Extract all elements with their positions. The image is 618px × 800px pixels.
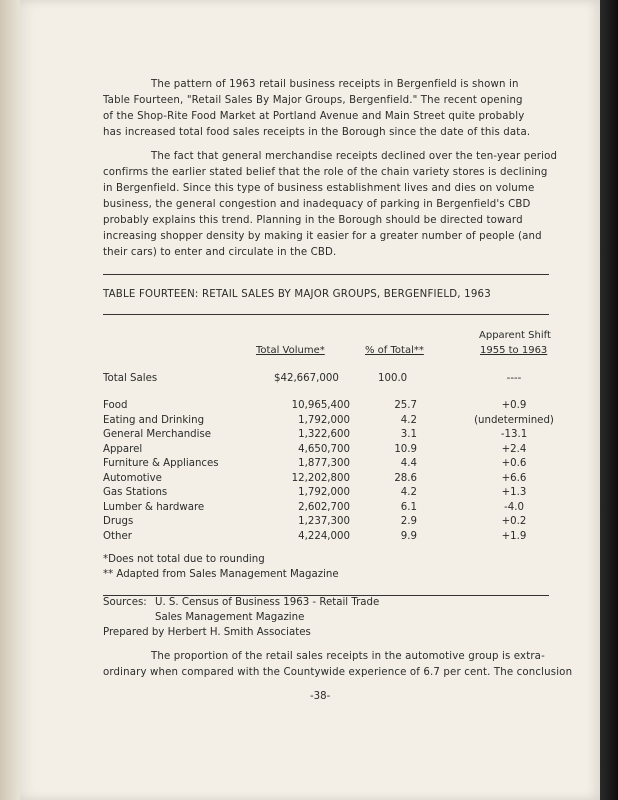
- paragraph-line: ordinary when compared with the Countywide experience of 6.7 per cent. The conclusion: [103, 667, 573, 678]
- paragraph-line: of the Shop-Rite Food Market at Portland Avenue and Main Street quite probably: [103, 111, 525, 122]
- shift-cell: +0.9: [501, 400, 527, 411]
- source-line-1: U. S. Census of Business 1963 - Retail Trade: [155, 597, 380, 608]
- total-volume-cell: [274, 372, 339, 387]
- category-label: Drugs: [103, 516, 134, 527]
- volume-column: [270, 399, 350, 544]
- volume-cell: 4,650,700: [298, 443, 350, 455]
- volume-cell: 1,792,000: [298, 487, 350, 498]
- percent-cell: 6.1: [400, 501, 417, 513]
- paragraph-line: The pattern of 1963 retail business receipts in Bergenfield is shown in: [151, 79, 519, 90]
- prepared-by: Prepared by Herbert H. Smith Associates: [103, 627, 311, 638]
- caption-bottom-rule: [103, 314, 549, 315]
- category-label: Food: [103, 400, 128, 411]
- volume-cell: 2,602,700: [298, 501, 350, 513]
- category-label: Furniture & Appliances: [103, 458, 219, 469]
- total-percent-cell: [378, 372, 407, 387]
- header-percent-total: % of Total**: [365, 345, 424, 356]
- paragraph-line: their cars) to enter and circulate in the CBD.: [103, 247, 337, 258]
- sources-label: Sources:: [103, 597, 147, 608]
- paragraph-line: business, the general congestion and inadequacy of parking in Bergenfield's CBD: [103, 199, 531, 210]
- category-label: Lumber & hardware: [103, 501, 205, 513]
- percent-cell: 3.1: [400, 429, 417, 440]
- paragraph-line: The fact that general merchandise receipts declined over the ten-year period: [151, 151, 558, 162]
- footnote-rounding: *Does not total due to rounding: [103, 554, 265, 565]
- percent-cell: 4.2: [400, 487, 417, 498]
- percent-cell: 4.2: [400, 414, 417, 426]
- intro-paragraph-1: [103, 77, 530, 141]
- intro-paragraph-2: [103, 149, 557, 261]
- category-label: Eating and Drinking: [103, 414, 205, 426]
- volume-cell: 1,792,000: [298, 414, 350, 426]
- shift-cell: +0.2: [501, 516, 527, 527]
- total-row: [103, 372, 157, 387]
- percent-cell: 2.9: [400, 516, 417, 527]
- category-label: Automotive: [103, 472, 162, 484]
- category-label-column: [103, 399, 219, 544]
- volume-cell: 1,237,300: [298, 516, 350, 527]
- volume-cell: 1,877,300: [298, 458, 350, 469]
- shift-column: [466, 399, 562, 544]
- closing-paragraph: [103, 649, 572, 681]
- total-label: Total Sales: [103, 373, 158, 384]
- category-label: General Merchandise: [103, 429, 212, 440]
- page-number: -38-: [310, 691, 331, 702]
- paragraph-line: The proportion of the retail sales receipts in the automotive group is extra-: [151, 651, 545, 662]
- shift-cell: -4.0: [504, 501, 524, 513]
- shift-cell: +6.6: [501, 472, 527, 484]
- footnote-source: ** Adapted from Sales Management Magazine: [103, 569, 339, 580]
- shift-cell: +1.3: [501, 487, 527, 498]
- table-top-rule: [103, 274, 549, 275]
- category-label: Gas Stations: [103, 487, 168, 498]
- paragraph-line: probably explains this trend. Planning in the Borough should be directed toward: [103, 215, 523, 226]
- volume-cell: 4,224,000: [298, 530, 350, 542]
- shift-cell: +2.4: [501, 443, 527, 455]
- page-left-edge: [0, 0, 20, 800]
- sources-top-rule: [103, 595, 549, 596]
- paragraph-line: confirms the earlier stated belief that the role of the chain variety stores is declining: [103, 167, 548, 178]
- percent-cell: 25.7: [394, 400, 417, 411]
- category-label: Apparel: [103, 443, 143, 455]
- paragraph-line: Table Fourteen, "Retail Sales By Major Groups, Bergenfield." The recent opening: [103, 95, 523, 106]
- table-caption: TABLE FOURTEEN: RETAIL SALES BY MAJOR GROUPS, BERGENFIELD, 1963: [103, 289, 491, 300]
- volume-cell: 1,322,600: [298, 429, 350, 440]
- category-label: Other: [103, 530, 132, 542]
- header-total-volume: Total Volume*: [256, 345, 325, 356]
- shift-cell: (undetermined): [474, 414, 554, 426]
- total-shift: ----: [506, 373, 522, 384]
- paragraph-line: has increased total food sales receipts in the Borough since the date of this data.: [103, 127, 531, 138]
- source-line-2: Sales Management Magazine: [155, 612, 305, 623]
- total-shift-cell: [466, 372, 562, 387]
- percent-column: [380, 399, 417, 544]
- paragraph-line: increasing shopper density by making it easier for a greater number of people (and: [103, 231, 542, 242]
- percent-cell: 28.6: [394, 472, 417, 484]
- volume-cell: 10,965,400: [291, 400, 350, 411]
- percent-cell: 9.9: [400, 530, 417, 542]
- header-shift-line1: Apparent Shift: [479, 330, 551, 341]
- header-shift-line2: 1955 to 1963: [480, 345, 548, 356]
- paragraph-line: in Bergenfield. Since this type of business establishment lives and dies on volume: [103, 183, 535, 194]
- percent-cell: 10.9: [394, 443, 417, 455]
- shift-cell: +1.9: [501, 530, 527, 542]
- percent-cell: 4.4: [400, 458, 417, 469]
- volume-cell: 12,202,800: [291, 472, 350, 484]
- total-percent: 100.0: [378, 373, 408, 384]
- total-volume: $42,667,000: [274, 373, 339, 384]
- binding-spine: [600, 0, 618, 800]
- shift-cell: -13.1: [500, 429, 528, 440]
- shift-cell: +0.6: [501, 458, 527, 469]
